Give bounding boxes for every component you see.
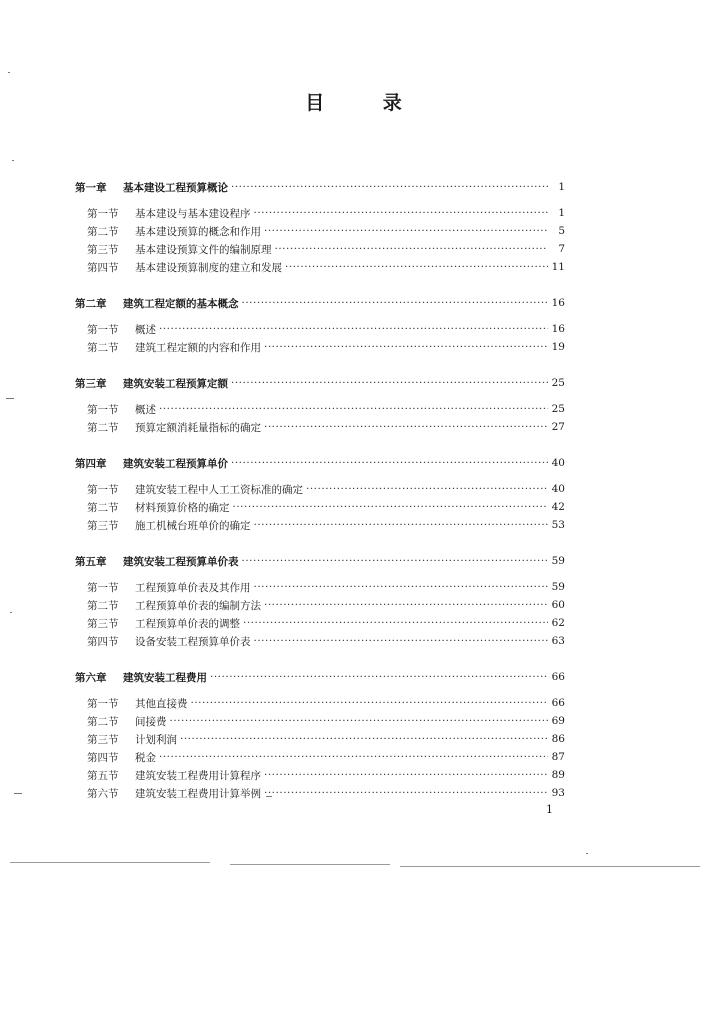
dot-leader	[264, 340, 548, 354]
dot-leader	[264, 598, 548, 612]
entry-title: 其他直接费	[135, 697, 188, 710]
entry-number: 第三节	[87, 733, 119, 746]
entry-page-number: 11	[551, 261, 565, 273]
entry-title: 建筑安装工程费用计算程序	[135, 769, 261, 782]
toc-section-entry	[75, 596, 565, 614]
entry-title: 计划利润	[135, 733, 177, 746]
scan-speck	[14, 793, 22, 794]
entry-page-number: 59	[551, 555, 565, 567]
entry-page-number: 25	[551, 403, 565, 415]
dot-leader	[159, 402, 548, 416]
entry-number: 第一节	[87, 207, 119, 220]
entry-number: 第四节	[87, 751, 119, 764]
entry-title: 建筑工程定额的内容和作用	[135, 341, 261, 354]
entry-number: 第二节	[87, 341, 119, 354]
entry-number: 第五节	[87, 769, 119, 782]
toc-section-entry	[75, 578, 565, 596]
dot-leader	[242, 296, 549, 310]
entry-page-number: 89	[551, 769, 565, 781]
toc-section-entry	[75, 400, 565, 418]
entry-number: 第二章	[75, 297, 107, 310]
entry-number: 第三章	[75, 377, 107, 390]
dot-leader	[285, 260, 548, 274]
toc-section-entry	[75, 338, 565, 356]
entry-title: 基本建设预算的概念和作用	[135, 225, 261, 238]
toc-section-entry	[75, 222, 565, 240]
dot-leader	[233, 500, 549, 514]
entry-number: 第六节	[87, 787, 119, 800]
dot-leader	[254, 206, 549, 220]
entry-number: 第三节	[87, 243, 119, 256]
entry-title: 工程预算单价表的编制方法	[135, 599, 261, 612]
entry-number: 第一节	[87, 403, 119, 416]
toc-section-entry	[75, 632, 565, 650]
entry-title: 工程预算单价表的调整	[135, 617, 240, 630]
entry-page-number: 53	[551, 519, 565, 531]
entry-page-number: 93	[551, 787, 565, 799]
scan-speck	[8, 72, 10, 73]
entry-number: 第一节	[87, 323, 119, 336]
dot-leader	[264, 768, 548, 782]
entry-title: 基本建设预算制度的建立和发展	[135, 261, 282, 274]
dot-leader	[231, 376, 548, 390]
dot-leader	[159, 750, 548, 764]
entry-page-number: 63	[551, 635, 565, 647]
toc-chapter-entry	[75, 552, 565, 570]
dot-leader	[254, 518, 549, 532]
toc-section-entry	[75, 240, 565, 258]
scan-speck	[10, 612, 12, 613]
entry-page-number: 19	[551, 341, 565, 353]
entry-title: 预算定额消耗量指标的确定	[135, 421, 261, 434]
entry-page-number: 1	[558, 181, 565, 193]
entry-page-number: 40	[551, 457, 565, 469]
dot-leader	[306, 482, 548, 496]
dot-leader	[191, 696, 549, 710]
entry-title: 建筑安装工程预算定额	[123, 377, 228, 390]
toc-section-entry	[75, 784, 565, 802]
entry-number: 第五章	[75, 555, 107, 568]
entry-number: 第二节	[87, 599, 119, 612]
entry-page-number: 25	[551, 377, 565, 389]
dot-leader	[254, 580, 549, 594]
entry-page-number: 1	[558, 207, 565, 219]
entry-title: 基本建设与基本建设程序	[135, 207, 251, 220]
entry-title: 间接费	[135, 715, 167, 728]
entry-page-number: 40	[551, 483, 565, 495]
toc-section-entry	[75, 712, 565, 730]
toc-section-entry	[75, 766, 565, 784]
entry-number: 第四节	[87, 635, 119, 648]
entry-title: 建筑安装工程中人工工资标准的确定	[135, 483, 303, 496]
dot-leader	[264, 786, 548, 800]
entry-number: 第六章	[75, 671, 107, 684]
entry-number: 第二节	[87, 421, 119, 434]
dot-leader	[231, 180, 548, 194]
toc-chapter-entry	[75, 374, 565, 392]
entry-number: 第三节	[87, 617, 119, 630]
entry-number: 第四章	[75, 457, 107, 470]
dot-leader	[264, 224, 548, 238]
entry-number: 第一节	[87, 483, 119, 496]
entry-number: 第一节	[87, 581, 119, 594]
entry-title: 建筑安装工程费用	[123, 671, 207, 684]
scan-speck	[6, 398, 14, 399]
toc-section-entry	[75, 204, 565, 222]
dot-leader	[159, 322, 548, 336]
entry-title: 基本建设预算文件的编制原理	[135, 243, 272, 256]
page-title: 目 录	[305, 92, 428, 114]
entry-page-number: 66	[551, 697, 565, 709]
dot-leader	[254, 634, 549, 648]
scan-edge-line	[10, 862, 210, 863]
entry-page-number: 16	[551, 323, 565, 335]
entry-number: 第二节	[87, 715, 119, 728]
entry-title: 建筑安装工程预算单价	[123, 457, 228, 470]
entry-title: 建筑工程定额的基本概念	[123, 297, 239, 310]
entry-number: 第一节	[87, 697, 119, 710]
toc-chapter-entry	[75, 294, 565, 312]
entry-page-number: 86	[551, 733, 565, 745]
dot-leader	[231, 456, 548, 470]
entry-title: 工程预算单价表及其作用	[135, 581, 251, 594]
dot-leader	[264, 420, 548, 434]
entry-title: 税金	[135, 751, 156, 764]
dot-leader	[243, 616, 548, 630]
toc-section-entry	[75, 516, 565, 534]
entry-page-number: 66	[551, 671, 565, 683]
entry-title: 概述	[135, 323, 156, 336]
toc-chapter-entry	[75, 668, 565, 686]
entry-page-number: 7	[558, 243, 565, 255]
entry-page-number: 42	[551, 501, 565, 513]
toc-section-entry	[75, 320, 565, 338]
scan-edge-line	[230, 864, 390, 865]
entry-number: 第二节	[87, 225, 119, 238]
entry-number: 第二节	[87, 501, 119, 514]
scan-edge-line	[400, 866, 700, 867]
page-number: 1	[546, 803, 553, 816]
entry-page-number: 62	[551, 617, 565, 629]
toc-section-entry	[75, 498, 565, 516]
entry-title: 概述	[135, 403, 156, 416]
dot-leader	[275, 242, 549, 256]
entry-page-number: 87	[551, 751, 565, 763]
dot-leader	[210, 670, 548, 684]
entry-page-number: 59	[551, 581, 565, 593]
scan-speck	[586, 853, 588, 854]
entry-number: 第一章	[75, 181, 107, 194]
entry-page-number: 16	[551, 297, 565, 309]
toc-section-entry	[75, 748, 565, 766]
entry-number: 第四节	[87, 261, 119, 274]
toc-chapter-entry	[75, 178, 565, 196]
entry-title: 材料预算价格的确定	[135, 501, 230, 514]
entry-page-number: 69	[551, 715, 565, 727]
scan-speck	[266, 796, 272, 797]
entry-title: 设备安装工程预算单价表	[135, 635, 251, 648]
dot-leader	[242, 554, 549, 568]
entry-page-number: 60	[551, 599, 565, 611]
toc-section-entry	[75, 694, 565, 712]
toc-section-entry	[75, 258, 565, 276]
dot-leader	[180, 732, 548, 746]
dot-leader	[170, 714, 549, 728]
toc-section-entry	[75, 730, 565, 748]
entry-title: 施工机械台班单价的确定	[135, 519, 251, 532]
entry-title: 基本建设工程预算概论	[123, 181, 228, 194]
toc-section-entry	[75, 480, 565, 498]
entry-number: 第三节	[87, 519, 119, 532]
entry-title: 建筑安装工程费用计算举例	[135, 787, 261, 800]
toc-section-entry	[75, 614, 565, 632]
scan-speck	[12, 160, 14, 161]
entry-page-number: 27	[551, 421, 565, 433]
entry-title: 建筑安装工程预算单价表	[123, 555, 239, 568]
toc-chapter-entry	[75, 454, 565, 472]
toc-section-entry	[75, 418, 565, 436]
entry-page-number: 5	[558, 225, 565, 237]
